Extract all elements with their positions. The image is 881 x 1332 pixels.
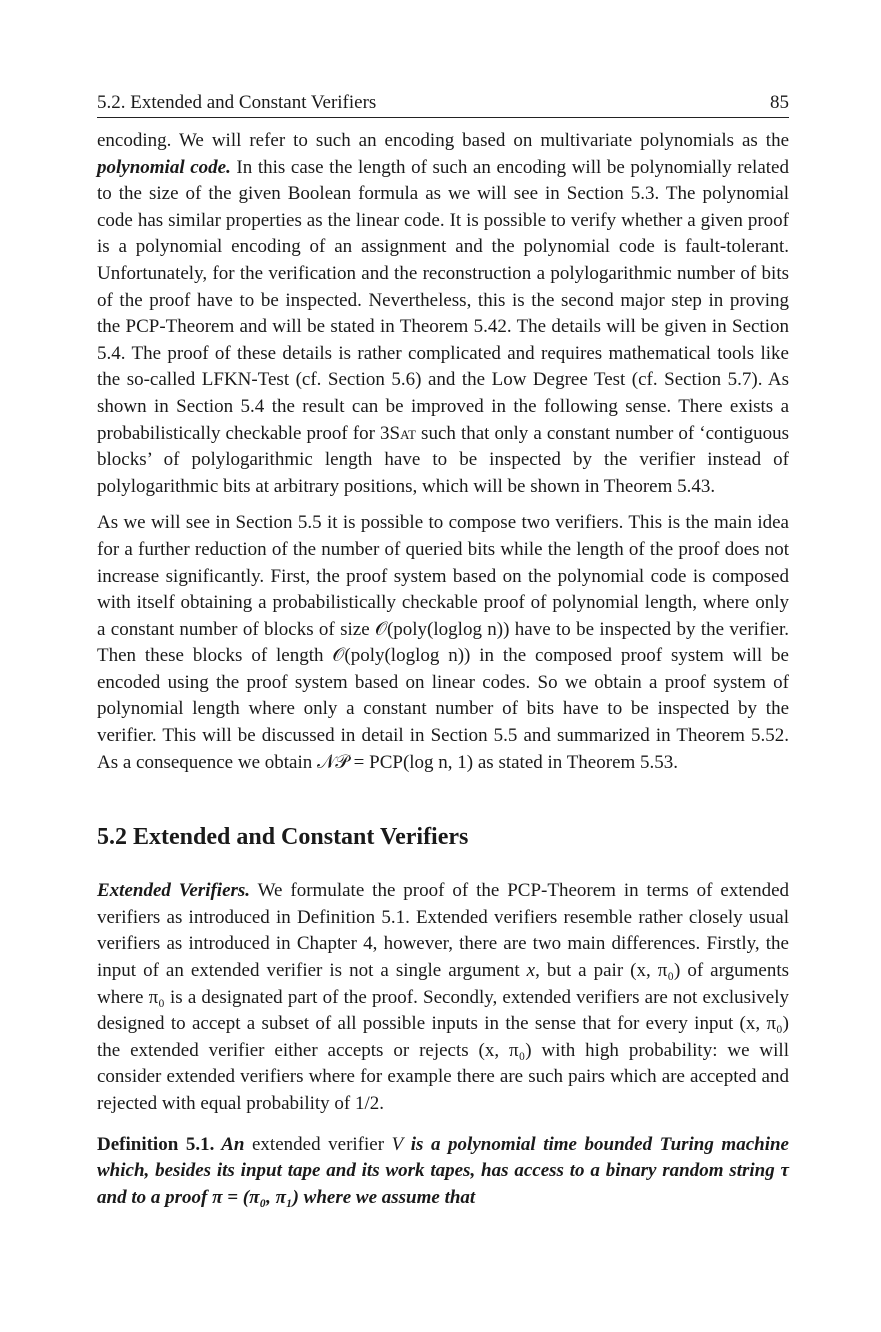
text-run: in the composed proof system will be encoded using the proof system based on linear codes. So we obtain a proof system of polynomial length where only a constant number of bits have to be inspected by the verifier. This will be discussed in detail in Section 5.5 and summarized in Theorem 5.52. As a consequence we obtain	[97, 645, 789, 773]
running-title: 5.2. Extended and Constant Verifiers	[97, 92, 377, 113]
text-run: such that only a constant number of ‘contiguous blocks’ of polylogarithmic length have to be inspected by the verifier instead of polylogarithmic bits at arbitrary positions, which will be shown in Theorem 5.43.	[97, 422, 789, 497]
term-polynomial-code: polynomial code.	[97, 156, 231, 178]
term-3sat: Sat	[389, 422, 416, 444]
text-run: An	[214, 1133, 245, 1155]
math-x: x	[526, 960, 536, 982]
math-big-o-1: 𝒪(poly(loglog n))	[374, 618, 510, 640]
text-run: as stated in Theorem 5.53.	[473, 751, 679, 773]
paragraph-lead: Extended Verifiers.	[97, 880, 251, 902]
paragraph-polynomial-code	[97, 128, 789, 500]
paragraph-extended-verifiers	[97, 878, 789, 1117]
text-run: encoding. We will refer to such an encoding based on multivariate polynomials as the	[97, 130, 789, 151]
book-page	[97, 92, 789, 1211]
text-run: We formulate the proof of the PCP-Theorem in terms of extended verifiers as introduced in Definition 5.1. Extended verifiers resemble rather closely usual verifiers as introduced in Chapter 4, however, there are two main differences. Firstly, the input of an extended verifier is not a single argument	[97, 880, 790, 982]
text-run: have to be inspected by the verifier. Then these blocks of length	[97, 618, 789, 667]
math-v: V	[391, 1133, 404, 1155]
text-run: extended verifier	[244, 1133, 392, 1155]
text-run: In this case the length of such an encoding will be polynomially related to the size of the given Boolean formula as we will see in Section 5.3. The polynomial code has similar properties as the linear code. It is possible to verify whether a given proof is a polynomial encoding of an assignment and the polynomial code is fault-tolerant. Unfortunately, for the verification and the reconstruction a polylogarithmic number of bits of the proof have to be inspected. Nevertheless, this is the second major step in proving the PCP-Theorem and will be stated in Theorem 5.42. The details will be given in Section 5.4. The proof of these details is rather complicated and requires mathematical tools like the so-called LFKN-Test (cf. Section 5.6) and the Low Degree Test (cf. Section 5.7). As shown in Section 5.4 the result can be improved in the following sense. There exists a probabilistically checkable proof for 3	[97, 156, 789, 444]
paragraph-compose-verifiers	[97, 510, 789, 776]
definition-label: Definition 5.1.	[97, 1133, 215, 1155]
text-run: As we will see in Section 5.5 it is possible to compose two verifiers. This is the main idea for a further reduction of the number of queried bits while the length of the proof does not increase significantly. First, the proof system based on the polynomial code is composed with itself obtaining a probabilistically checkable proof of polynomial length, where only a constant number of blocks of size	[97, 512, 789, 640]
text-run: is a polynomial time bounded Turing machine which, besides its input tape and its work tapes, has access to a binary random string τ and to a proof π = (π₀, π₁) where we assume that	[97, 1133, 789, 1208]
math-np-pcp: 𝒩𝒫 = PCP(log n, 1)	[317, 751, 474, 773]
section-heading: 5.2 Extended and Constant Verifiers	[97, 824, 469, 851]
running-header	[97, 92, 789, 118]
math-big-o-2: 𝒪(poly(loglog n))	[332, 645, 471, 667]
definition-5-1	[97, 1132, 789, 1212]
text-run: , but a pair (x, π₀) of arguments where π₀ is a designated part of the proof. Secondly, extended verifiers are not exclusively designed to accept a subset of all possible inputs in the sense that for every input (x, π₀) the extended verifier either accepts or rejects (x, π₀) with high probability: we will consider extended verifiers where for example there are such pairs which are accepted and rejected with equal probability of 1/2.	[97, 960, 789, 1114]
page-number: 85	[770, 92, 789, 113]
